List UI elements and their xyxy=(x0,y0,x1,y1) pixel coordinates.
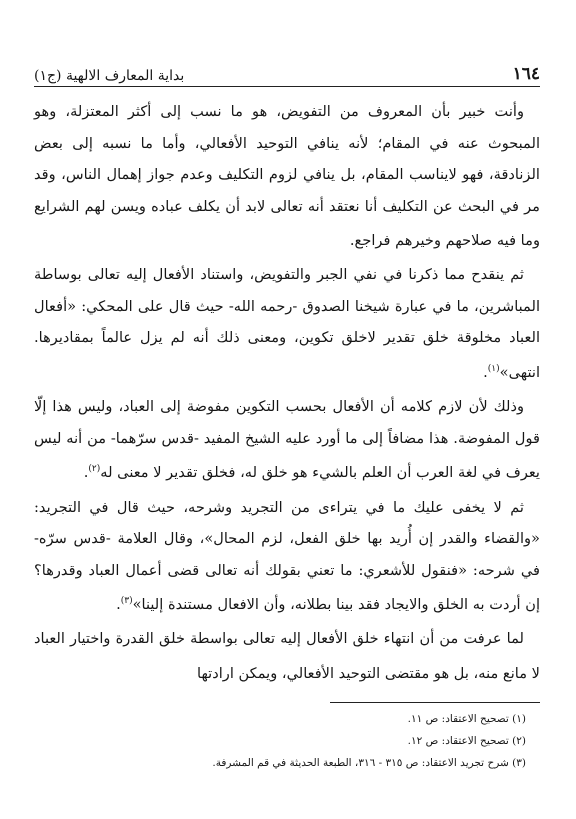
paragraph: لما عرفت من أن انتهاء خلق الأفعال إليه تعالى بواسطة خلق القدرة واختيار العباد لا مانع منه، بل هو مقتضى التوحيد الأفعالي، ويمكن ارادتها xyxy=(34,630,540,682)
paragraph: وذلك لأن لازم كلامه أن الأفعال بحسب التكوين مفوضة إلى العباد، وليس هذا إلّا قول المفوضة. هذا مضافاً إلى ما أورد عليه الشيخ المفيد -قدس سرّهما- من أنه ليس يعرف في لغة العرب أن العلم بالشيء هو خلق له، فخلق تقدير لا معنى له$^{(٢)}$. xyxy=(34,398,540,482)
header-rule xyxy=(34,86,540,87)
footnote: (٣) شرح تجريد الاعتقاد: ص ٣١٥ - ٣١٦، الطبعة الحديثة في قم المشرفة. xyxy=(212,757,526,769)
paragraph: ثم لا يخفى عليك ما في يتراءى من التجريد وشرحه، حيث قال في التجريد: «والقضاء والقدر إن أُريد بها خلق الفعل، لزم المحال»، وقال العلامة -قدس سرّه- في شرحه: «فنقول للأشعري: ما تعني بقولك أنه تعالى قضى أعمال العباد وقدرها؟ إن أردت به الخلق والايجاد فقد بينا بطلانه، وأن الافعال مستندة إلينا»$^{(٣)}$. xyxy=(34,498,540,613)
page-number: ١٦٤ xyxy=(512,64,540,84)
footnote: (٢) تصحيح الاعتقاد: ص ١٢. xyxy=(407,735,526,747)
footnote-ref: (٣) xyxy=(120,596,133,607)
footnote-separator xyxy=(330,702,540,703)
running-title: بداية المعارف الالهية (ج١) xyxy=(34,68,185,84)
footnote-ref: (٢) xyxy=(88,464,101,475)
paragraph: وأنت خبير بأن المعروف من التفويض، هو ما نسب إلى أكثر المعتزلة، وهو المبحوث عنه في المقام؛ لأنه ينافي التوحيد الأفعالي، وأما ما نسبه إلى بعض الزنادقة، فهو لايناسب المقام، بل ينافي لزوم التكليف وعدم جواز إهمال الناس، وقد مر في البحث عن التكليف أنا نعتقد أنه تعالى لابد أن يكلف عباده ويسن لهم الشرايع وما فيه صلاحهم وخيرهم فراجع. xyxy=(34,103,540,249)
footnotes xyxy=(34,708,526,774)
paragraph: ثم ينقدح مما ذكرنا في نفي الجبر والتفويض، واستناد الأفعال إليه تعالى بوساطة المباشرين، ما في عبارة شيخنا الصدوق -رحمه الله- حيث قال على المحكي: «أفعال العباد مخلوقة خلق تقدير لاخلق تكوين، ومعنى ذلك أنه لم يزل عالماً بمقاديرها. انتهى»$^{(١)}$. xyxy=(34,266,540,381)
main-text xyxy=(34,96,540,692)
footnote: (١) تصحيح الاعتقاد: ص ١١. xyxy=(407,713,526,725)
footnote-ref: (١) xyxy=(487,363,500,374)
page-header xyxy=(34,60,540,84)
